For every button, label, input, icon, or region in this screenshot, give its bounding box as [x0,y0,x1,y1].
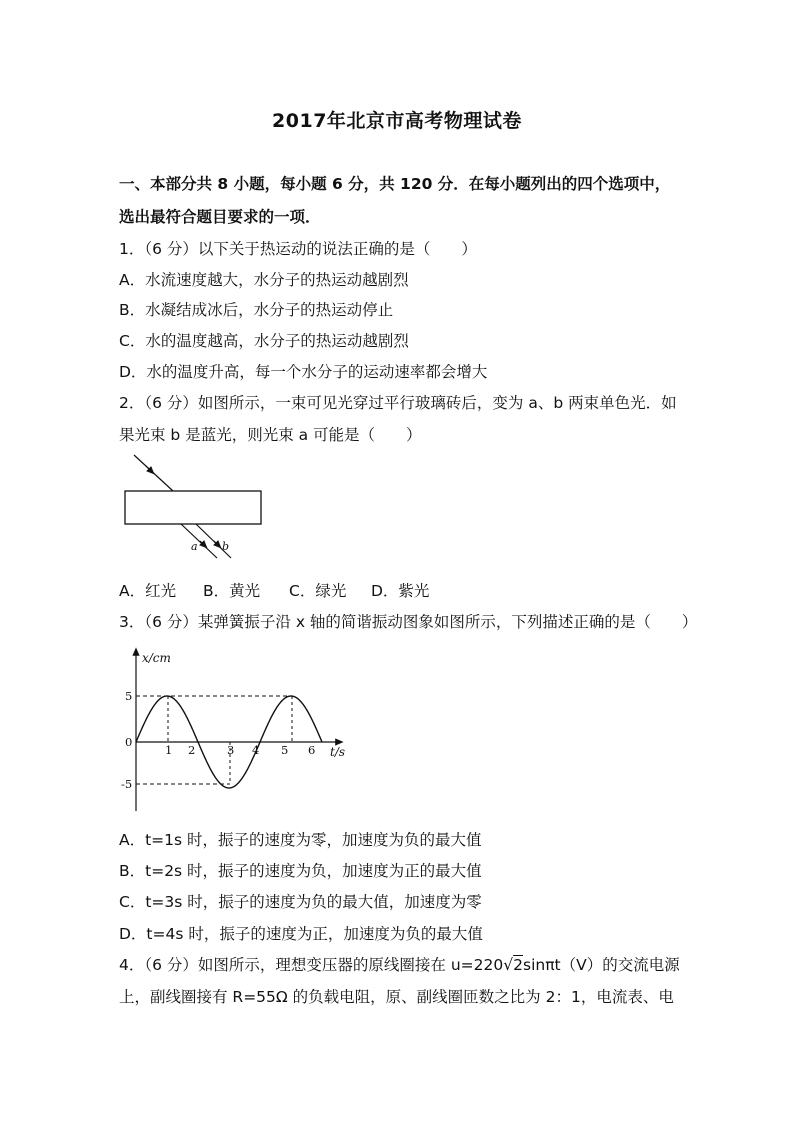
q3-oscillation-graph [118,646,358,816]
ray-a [181,524,217,558]
y-axis-label: x/cm [142,651,171,665]
q2-options-row [119,581,429,601]
q4-sqrt-value: 2 [513,956,523,974]
page-title: 2017年北京市高考物理试卷 [272,110,522,132]
q3-option-d: D．t=4s 时，振子的速度为正，加速度为负的最大值 [119,925,483,943]
x-tick-1: 1 [165,743,173,757]
x-axis-label: t/s [330,745,346,759]
q1-option-a: A．水流速度越大，水分子的热运动越剧烈 [119,271,409,289]
sqrt-symbol: √ [503,956,514,974]
q4-stem-line-1 [119,955,680,975]
q4-stem-part-2: sinπt（V）的交流电源 [523,956,680,974]
q1-stem: 1．（6 分）以下关于热运动的说法正确的是（ ） [119,240,477,258]
y-tick-neg5: -5 [121,777,133,791]
y-tick-0: 0 [125,735,133,749]
q4-stem-part-1: 4．（6 分）如图所示，理想变压器的原线圈接在 u=220 [119,956,504,974]
q2-stem-line-2: 果光束 b 是蓝光，则光束 a 可能是（ ） [119,426,422,444]
x-tick-5: 5 [281,743,289,757]
q1-option-c: C．水的温度越高，水分子的热运动越剧烈 [119,332,409,350]
q1-option-d: D．水的温度升高，每一个水分子的运动速率都会增大 [119,363,488,381]
q3-option-a: A．t=1s 时，振子的速度为零，加速度为负的最大值 [119,831,482,849]
incident-ray [134,455,173,491]
ray-b-label: b [222,540,230,553]
q1-option-b: B．水凝结成冰后，水分子的热运动停止 [119,301,394,319]
q2-glass-brick-figure [118,450,278,560]
x-tick-3: 3 [227,743,235,757]
q3-option-b: B．t=2s 时，振子的速度为负，加速度为正的最大值 [119,862,482,880]
x-tick-4: 4 [252,743,260,757]
q2-stem-line-1: 2．（6 分）如图所示，一束可见光穿过平行玻璃砖后，变为 a、b 两束单色光．如 [119,394,677,412]
ray-a-label: a [191,540,198,553]
glass-brick [125,491,261,524]
q3-stem: 3．（6 分）某弹簧振子沿 x 轴的简谐振动图象如图所示，下列描述正确的是（ ） [119,613,698,631]
q2-option-a: A．红光 [119,582,177,600]
section-instruction-line-1: 一、本部分共 8 小题，每小题 6 分，共 120 分．在每小题列出的四个选项中， [119,175,671,193]
x-tick-6: 6 [308,743,316,757]
section-instruction-line-2: 选出最符合题目要求的一项． [119,208,321,226]
q2-option-d: D．紫光 [371,582,430,600]
q2-option-c: C．绿光 [289,582,347,600]
x-tick-2: 2 [188,743,196,757]
q3-option-c: C．t=3s 时，振子的速度为负的最大值，加速度为零 [119,893,482,911]
q2-option-b: B．黄光 [203,582,261,600]
y-tick-5: 5 [125,689,133,703]
q4-stem-line-2: 上，副线圈接有 R=55Ω 的负载电阻，原、副线圈匝数之比为 2：1，电流表、电 [119,988,674,1006]
